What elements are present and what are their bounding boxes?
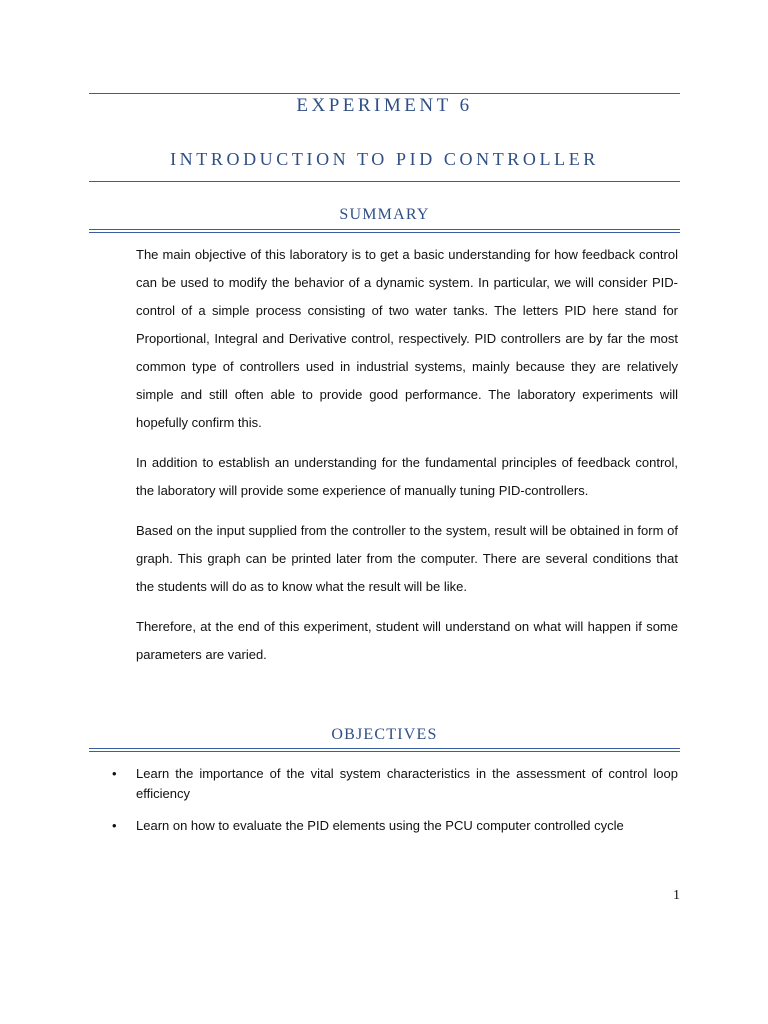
summary-paragraph: Therefore, at the end of this experiment, student will understand on what will happen if some parameters are varied. <box>136 619 678 662</box>
summary-rule <box>89 229 680 233</box>
summary-paragraph: The main objective of this laboratory is to get a basic understanding for how feedback control can be used to modify the behavior of a dynamic system. In particular, we will consider PID-control of a simple process consisting of two water tanks. The letters PID here stand for Proportional, Integral and Derivative control, respectively. PID controllers are by far the most common type of controllers used in industrial systems, mainly because they are relatively simple and still often able to provide good performance. The laboratory experiments will hopefully confirm this. <box>136 247 678 430</box>
objective-item <box>112 816 678 836</box>
summary-heading: SUMMARY <box>339 206 430 223</box>
bullet-icon: • <box>112 766 117 781</box>
summary-paragraph: In addition to establish an understanding for the fundamental principles of feedback control, the laboratory will provide some experience of manually tuning PID-controllers. <box>136 455 678 498</box>
summary-paragraph: Based on the input supplied from the controller to the system, result will be obtained in form of graph. This graph can be printed later from the computer. There are several conditions that the students will do as to know what the result will be like. <box>136 523 678 594</box>
title-bottom-rule <box>89 181 680 182</box>
summary-body <box>136 241 678 681</box>
document-title: INTRODUCTION TO PID CONTROLLER <box>170 149 599 169</box>
objective-item <box>112 764 678 804</box>
page-number: 1 <box>673 888 680 903</box>
experiment-number: EXPERIMENT 6 <box>296 95 473 116</box>
top-rule <box>89 93 680 94</box>
objectives-rule <box>89 748 680 752</box>
bullet-icon: • <box>112 818 117 833</box>
objective-text: Learn on how to evaluate the PID elements using the PCU computer controlled cycle <box>136 818 624 833</box>
objective-text: Learn the importance of the vital system characteristics in the assessment of control loop efficiency <box>136 766 678 801</box>
objectives-list <box>112 764 678 848</box>
objectives-heading: OBJECTIVES <box>331 726 438 743</box>
